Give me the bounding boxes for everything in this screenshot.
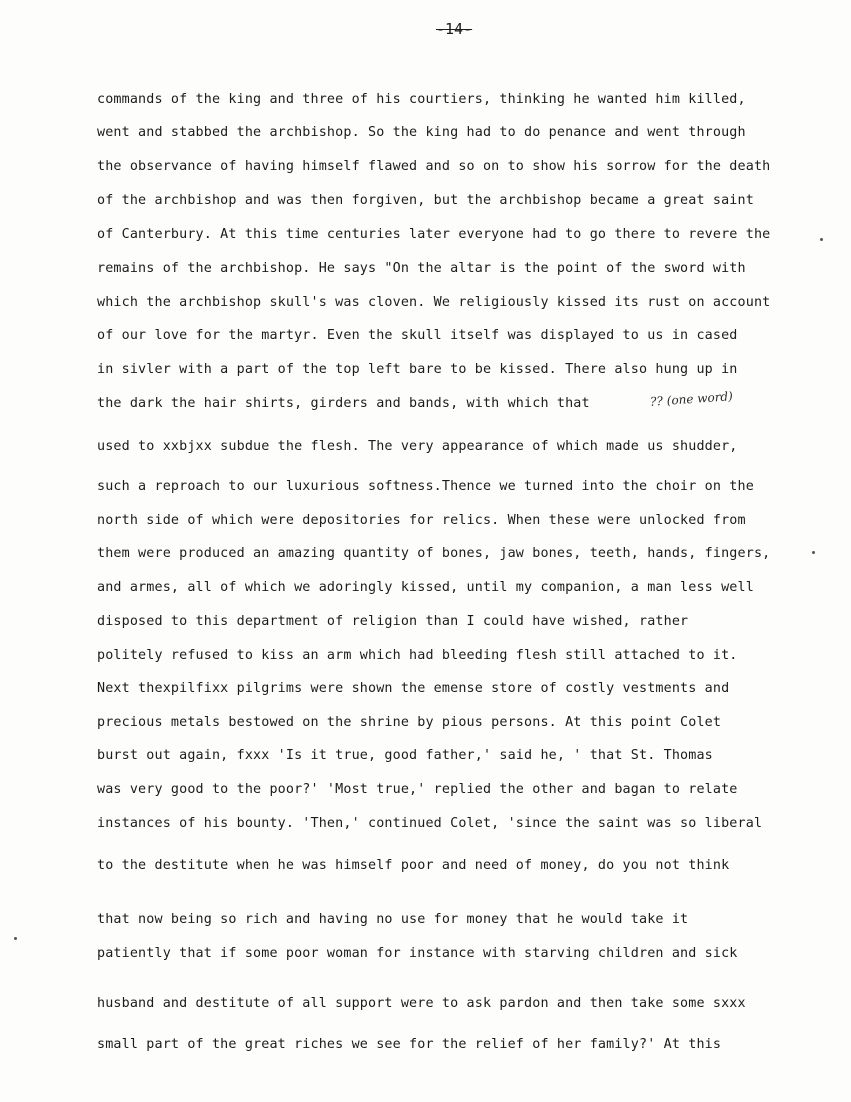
text-line: small part of the great riches we see for the relief of her family?' At this	[97, 1037, 722, 1052]
text-line: in sivler with a part of the top left bare to be kissed. There also hung up in	[97, 362, 738, 377]
text-line: went and stabbed the archbishop. So the king had to do penance and went through	[97, 125, 746, 140]
text-line: remains of the archbishop. He says "On the altar is the point of the sword with	[97, 261, 746, 276]
text-line: of the archbishop and was then forgiven, but the archbishop became a great saint	[97, 193, 754, 208]
paper-speck	[820, 238, 823, 241]
text-line: to the destitute when he was himself poor and need of money, do you not think	[97, 858, 730, 873]
text-line: disposed to this department of religion than I could have wished, rather	[97, 614, 689, 629]
page-number: -14-	[436, 20, 473, 38]
text-line: burst out again, fxxx 'Is it true, good father,' said he, ' that St. Thomas	[97, 748, 713, 763]
text-line: was very good to the poor?' 'Most true,' replied the other and bagan to relate	[97, 782, 738, 797]
text-line: commands of the king and three of his courtiers, thinking he wanted him killed,	[97, 92, 746, 107]
text-line: which the archbishop skull's was cloven. We religiously kissed its rust on account	[97, 295, 771, 310]
text-line: Next thexpilfixx pilgrims were shown the emense store of costly vestments and	[97, 681, 730, 696]
text-line: them were produced an amazing quantity of bones, jaw bones, teeth, hands, fingers,	[97, 546, 771, 561]
text-line: instances of his bounty. 'Then,' continued Colet, 'since the saint was so liberal	[97, 816, 763, 831]
text-line: and armes, all of which we adoringly kissed, until my companion, a man less well	[97, 580, 754, 595]
paper-speck	[14, 937, 17, 940]
text-line: the dark the hair shirts, girders and bands, with which that	[97, 396, 590, 411]
text-line: precious metals bestowed on the shrine by pious persons. At this point Colet	[97, 715, 722, 730]
text-line: such a reproach to our luxurious softness.Thence we turned into the choir on the	[97, 479, 754, 494]
text-line: north side of which were depositories for relics. When these were unlocked from	[97, 513, 746, 528]
text-line: the observance of having himself flawed and so on to show his sorrow for the death	[97, 159, 771, 174]
text-line: that now being so rich and having no use for money that he would take it	[97, 912, 689, 927]
paper-speck	[812, 551, 815, 554]
text-line: patiently that if some poor woman for instance with starving children and sick	[97, 946, 738, 961]
text-line: politely refused to kiss an arm which had bleeding flesh still attached to it.	[97, 648, 738, 663]
text-line: of Canterbury. At this time centuries later everyone had to go there to revere the	[97, 227, 771, 242]
handwritten-margin-note: ?? (one word)	[649, 389, 734, 409]
text-line: of our love for the martyr. Even the skull itself was displayed to us in cased	[97, 328, 738, 343]
text-line: used to xxbjxx subdue the flesh. The very appearance of which made us shudder,	[97, 439, 738, 454]
text-line: husband and destitute of all support were to ask pardon and then take some sxxx	[97, 996, 746, 1011]
